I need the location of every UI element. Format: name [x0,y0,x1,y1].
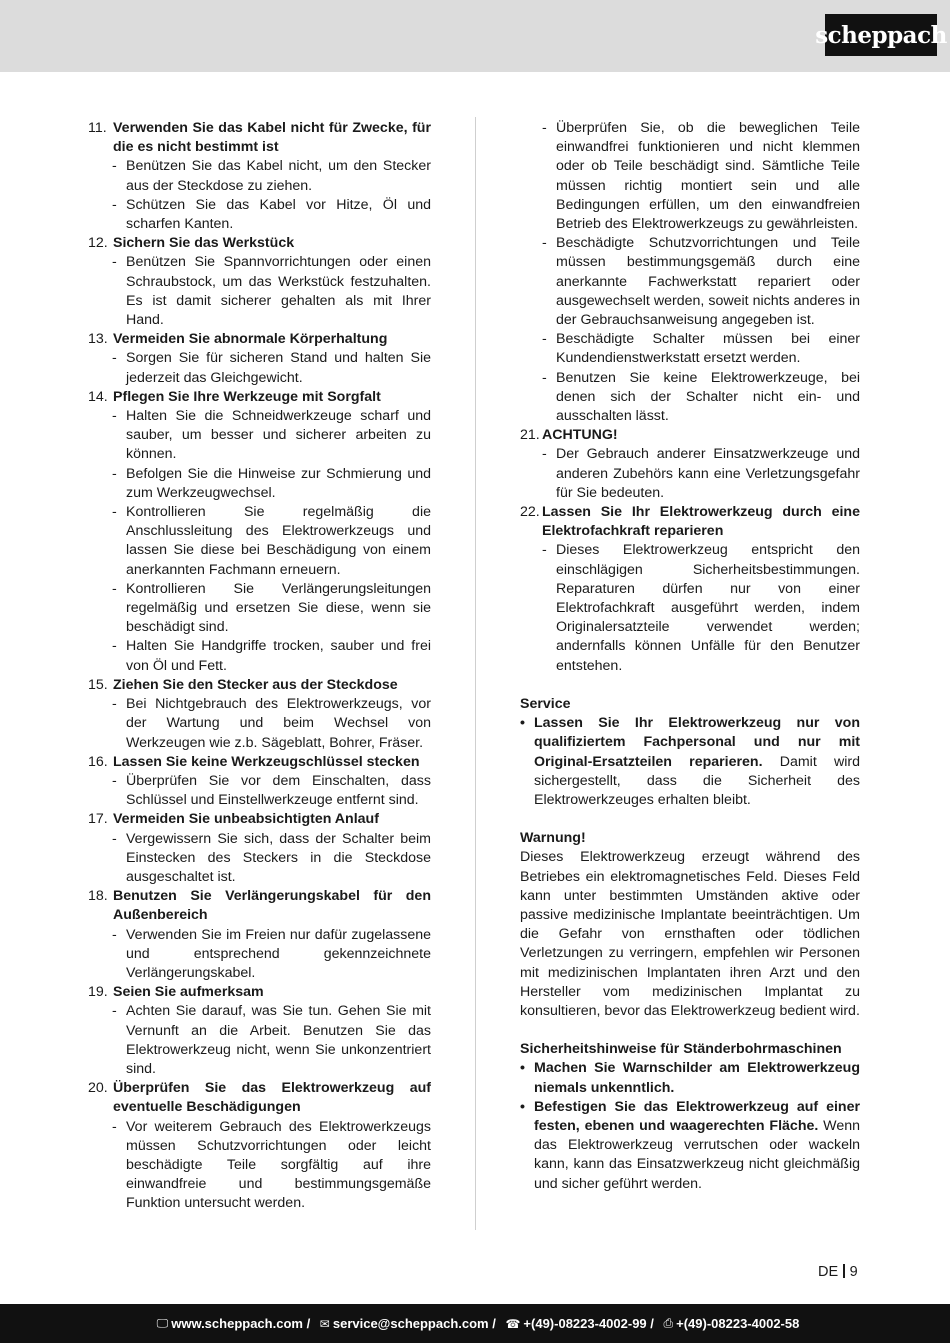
header-band [0,0,950,72]
sub-item-text: Verwenden Sie im Freien nur dafür zugelassene und entsprechend gekennzeichnete Verlängerungskabel. [126,926,431,981]
sub-item-text: Halten Sie Handgriffe trocken, sauber und frei von Öl und Fett. [126,638,431,674]
dash-marker: - [112,772,117,789]
page-separator [843,1264,845,1278]
drill-bullet-bold: Befestigen Sie das Elektrowerkzeug auf einer festen, ebenen und waagerechten Fläche. [534,1098,860,1134]
item-title: Ziehen Sie den Stecker aus der Steckdose [113,676,398,693]
page-num-value: 9 [849,1264,858,1280]
sub-item [520,119,860,234]
item-number: 14. [88,388,108,405]
service-bullet-rest: Damit wird sichergestellt, dass die Sicherheit des Elektrowerkzeuges erhalten bleibt. [534,753,860,808]
sub-item [88,695,431,753]
numbered-item [88,810,431,829]
sub-item-text: Befolgen Sie die Hinweise zur Schmierung und zum Werkzeugwechsel. [126,465,431,501]
sub-item [520,330,860,368]
numbered-item [88,330,431,349]
item-title: Lassen Sie Ihr Elektrowerkzeug durch eine Elektrofachkraft reparieren [542,504,860,540]
sub-item [520,541,860,675]
sub-item [88,503,431,580]
sub-item [88,580,431,638]
item-title: ACHTUNG! [542,427,618,444]
numbered-item [88,983,431,1002]
service-bullet-bold: Lassen Sie Ihr Elektrowerkzeug nur von qualifiziertem Fachpersonal und nur mit Original-Ersatzteilen reparieren. [534,715,860,770]
service-bullet-text [534,714,860,810]
item-number: 22. [520,504,540,521]
sub-item [88,349,431,387]
dash-marker: - [112,638,117,655]
dash-marker: - [112,580,117,597]
mail-icon: ✉ [319,1316,330,1331]
sub-item-text: Vergewissern Sie sich, dass der Schalter beim Einstecken des Steckers in die Steckdose ausgeschaltet ist. [126,830,431,885]
numbered-item [88,119,431,157]
column-divider [475,117,476,1230]
sub-item [88,253,431,330]
page-number [818,1264,858,1280]
dash-marker: - [112,158,117,175]
dash-marker: - [542,331,547,348]
dash-marker: - [542,369,547,386]
drill-heading: Sicherheitshinweise für Ständerbohrmaschinen [520,1041,842,1058]
phone-icon: ☎ [505,1316,521,1331]
item-title: Vermeiden Sie unbeabsichtigten Anlauf [113,811,379,828]
footer-bar [0,1304,950,1343]
numbered-item [88,676,431,695]
sub-item-text: Benützen Sie das Kabel nicht, um den Stecker aus der Steckdose zu ziehen. [126,158,431,194]
item-title: Verwenden Sie das Kabel nicht für Zwecke, für die es nicht bestimmt ist [113,120,431,156]
item-title: Seien Sie aufmerksam [113,984,264,1001]
sub-item-text: Überprüfen Sie, ob die beweglichen Teile einwandfrei funktionieren und nicht klemmen oder ob Teile beschädigt sind. Sämtliche Teile müssen richtig montiert sein und alle Bedingungen erfüllen, um den einwandfreien Betrieb des Elektrowerkzeugs zu gewährleisten. [556,120,860,233]
footer-sep-2: / [488,1316,500,1331]
item-number: 18. [88,888,108,905]
sub-item-text: Benützen Sie Spannvorrichtungen oder einen Schraubstock, um das Werkstück festzuhalten. Es ist damit sicherer gehalten als mit Ihrer Hand. [126,254,431,329]
spacer [520,676,860,695]
scheppach-logo: scheppach [825,14,937,56]
dash-marker: - [112,696,117,713]
dash-marker: - [112,196,117,213]
item-number: 17. [88,811,108,828]
footer-phone: +(49)-08223-4002-99 [523,1316,647,1331]
sub-item [88,196,431,234]
drill-bullet-text [534,1098,860,1194]
dash-marker: - [112,254,117,271]
sub-item-text: Überprüfen Sie vor dem Einschalten, dass Schlüssel und Einstellwerkzeuge entfernt sind. [126,772,431,809]
footer-sep-1: / [302,1316,314,1331]
sub-item [88,1002,431,1079]
drill-bullet-rest: Wenn das Elektrowerkzeug verrutschen oder wackeln kann, kann das Einsatzwerkzeug nicht gleichmäßig und sicher geführt werden. [534,1117,860,1192]
sub-item-text: Benutzen Sie keine Elektrowerkzeuge, bei denen sich der Schalter nicht ein- und ausschalten lässt. [556,369,860,425]
sub-item [520,445,860,503]
dash-marker: - [112,1118,117,1135]
item-title: Vermeiden Sie abnormale Körperhaltung [113,331,388,348]
dash-marker: - [542,120,547,136]
item-number: 11. [88,120,107,136]
footer-fax: +(49)-08223-4002-58 [676,1316,800,1331]
dash-marker: - [542,542,547,559]
numbered-item [88,887,431,925]
sub-item [88,637,431,675]
numbered-item [88,753,431,772]
item-title: Überprüfen Sie das Elektrowerkzeug auf eventuelle Beschädigungen [113,1080,431,1116]
item-number: 21. [520,427,540,444]
dash-marker: - [112,1003,117,1020]
warning-heading: Warnung! [520,830,586,847]
sub-item-text: Beschädigte Schutzvorrichtungen und Teile müssen bestimmungsgemäß durch eine anerkannte Fachwerkstatt repariert oder ausgewechselt werden, soweit nichts anderes in der Gebrauchsanweisung angegeben ist. [556,235,860,329]
drill-bullet [520,1098,860,1194]
numbered-item [88,234,431,253]
item-number: 19. [88,984,108,1001]
footer-email[interactable]: service@scheppach.com [332,1316,489,1331]
dash-marker: - [542,446,547,463]
left-column [88,119,431,1214]
sub-item [88,926,431,984]
item-title: Pflegen Sie Ihre Werkzeuge mit Sorgfalt [113,388,381,405]
drill-bullet-text: Machen Sie Warnschilder am Elektrowerkzeug niemals unkenntlich. [534,1060,860,1096]
dash-marker: - [542,235,547,252]
drill-bullet [520,1059,860,1097]
numbered-item [88,388,431,407]
sub-item [520,369,860,427]
sub-item [520,234,860,330]
bullet-marker: • [520,1060,525,1077]
sub-item [88,1118,431,1214]
sub-item-text: Der Gebrauch anderer Einsatzwerkzeuge und anderen Zubehörs kann eine Verletzungsgefahr für Sie bedeuten. [556,446,860,501]
bullet-marker: • [520,715,525,732]
footer-sep-3: / [646,1316,658,1331]
item-number: 13. [88,331,108,348]
sub-item-text: Kontrollieren Sie Verlängerungsleitungen regelmäßig und ersetzen Sie diese, wenn sie beschädigt sind. [126,580,431,636]
sub-item [88,157,431,195]
numbered-item [520,503,860,541]
numbered-item [88,1079,431,1117]
service-bullet [520,714,860,810]
bullet-marker: • [520,1098,525,1115]
item-number: 15. [88,676,108,693]
spacer [520,1021,860,1040]
sub-item-text: Achten Sie darauf, was Sie tun. Gehen Sie mit Vernunft an die Arbeit. Benutzen Sie das Elektrowerkzeug nicht, wenn Sie unkonzentriert sind. [126,1003,431,1077]
dash-marker: - [112,350,117,367]
spacer [520,810,860,829]
page-lang: DE [818,1264,839,1280]
dash-marker: - [112,830,117,847]
sub-item [88,465,431,503]
service-heading: Service [520,695,571,712]
item-number: 16. [88,753,108,770]
numbered-item [520,426,860,445]
monitor-icon: 🖵 [156,1316,169,1330]
item-title: Benutzen Sie Verlängerungskabel für den Außenbereich [113,888,431,924]
item-title: Lassen Sie keine Werkzeugschlüssel stecken [113,753,420,770]
sub-item-text: Schützen Sie das Kabel vor Hitze, Öl und scharfen Kanten. [126,196,431,233]
sub-item [88,772,431,810]
sub-item-text: Beschädigte Schalter müssen bei einer Kundendienstwerkstatt ersetzt werden. [556,331,860,367]
sub-item-text: Halten Sie die Schneidwerkzeuge scharf und sauber, um besser und sicherer arbeiten zu können. [126,408,431,463]
sub-item [88,407,431,465]
warning-text: Dieses Elektrowerkzeug erzeugt während des Betriebes ein elektromagnetisches Feld. Dieses Feld kann unter bestimmten Umständen aktive oder passive medizinische Implantate beeinträchtigen. Um die Gefahr von ernsthaften oder tödlichen Verletzungen zu verringern, empfehlen wir Personen mit medizinischen Implantaten ihren Arzt und den Hersteller vom medizinischen Implantat zu konsultieren, bevor das Elektrowerkzeug bedient wird. [520,849,860,1019]
fax-icon: ⎙ [663,1316,674,1330]
item-number: 12. [88,235,108,252]
sub-item [88,830,431,888]
sub-item-text: Bei Nichtgebrauch des Elektrowerkzeugs, vor der Wartung und beim Wechsel von Werkzeugen wie z.b. Sägeblatt, Bohrer, Fräser. [126,696,431,751]
item-number: 20. [88,1080,108,1097]
footer-web[interactable]: www.scheppach.com [171,1316,303,1331]
right-column [520,119,860,1194]
dash-marker: - [112,465,117,482]
dash-marker: - [112,504,117,521]
sub-item-text: Kontrollieren Sie regelmäßig die Anschlussleitung des Elektrowerkzeugs und lassen Sie diese bei Beschädigung von einem anerkannten Fachmann erneuern. [126,504,431,578]
dash-marker: - [112,926,117,943]
sub-item-text: Vor weiterem Gebrauch des Elektrowerkzeugs müssen Schutzvorrichtungen oder leicht beschädigte Teile sorgfältig auf ihre einwandfreie und bestimmungsgemäße Funktion untersucht werden. [126,1118,431,1212]
sub-item-text: Sorgen Sie für sicheren Stand und halten Sie jederzeit das Gleichgewicht. [126,350,431,386]
item-title: Sichern Sie das Werkstück [113,235,295,252]
sub-item-text: Dieses Elektrowerkzeug entspricht den einschlägigen Sicherheitsbestimmungen. Reparaturen dürfen nur von einer Elektrofachkraft ausgeführt werden, indem Originalersatzteile verwendet werden; andernfalls können Unfälle für den Benutzer entstehen. [556,542,860,674]
dash-marker: - [112,408,117,425]
